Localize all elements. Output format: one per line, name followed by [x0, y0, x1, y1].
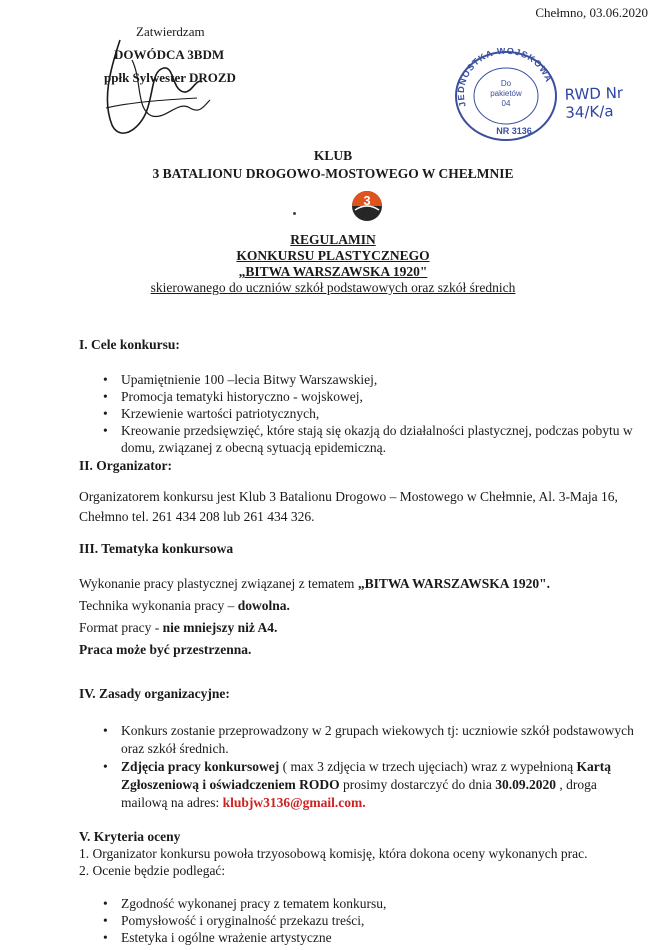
criteria-heading: V. Kryteria oceny [79, 829, 181, 844]
approver-title: DOWÓDCA 3BDM [114, 47, 225, 62]
document-date: Chełmno, 03.06.2020 [535, 5, 648, 20]
rules-heading: IV. Zasady organizacyjne: [79, 686, 230, 701]
topic-heading: III. Tematyka konkursowa [79, 541, 234, 556]
organizer-heading: II. Organizator: [79, 458, 172, 473]
stamp-inner-2: pakietów [490, 89, 522, 98]
list-item: • Zgodność wykonanej pracy z tematem konkursu, [79, 895, 639, 912]
list-item: • Zdjęcia pracy konkursowej ( max 3 zdjęcia w trzech ujęciach) wraz z wypełnioną Kartą Zgłoszeniową i oświadczeniem RODO prosimy dostarczyć do dnia 30.09.2020 , droga mailową na adres: klubjw3136@gmail.com. [79, 758, 639, 812]
official-stamp [452, 48, 560, 144]
stamp-inner-3: 04 [501, 99, 511, 108]
list-item: • Pomysłowość i oryginalność przekazu treści, [79, 912, 639, 929]
topic-line-3: Format pracy - nie mniejszy niż A4. [79, 620, 278, 635]
topic-line-4: Praca może być przestrzenna. [79, 642, 252, 657]
title-subtitle: skierowanego do uczniów szkół podstawowych oraz szkół średnich [150, 280, 516, 295]
title-line-1: REGULAMIN [290, 232, 376, 247]
approver-name: ppłk Sylwester DROZD [104, 70, 236, 85]
battalion-logo [351, 190, 383, 222]
organizer-text: Organizatorem konkursu jest Klub 3 Batalionu Drogowo – Mostowego w Chełmnie, Al. 3-Maja 16, Chełmno tel. 261 434 208 lub 261 434 326. [79, 489, 618, 524]
club-line-2: 3 BATALIONU DROGOWO-MOSTOWEGO W CHEŁMNIE [152, 166, 514, 181]
criteria-list [79, 895, 639, 946]
stray-dot [293, 212, 296, 215]
title-line-3: „BITWA WARSZAWSKA 1920" [238, 264, 428, 279]
contact-email-link[interactable]: klubjw3136@gmail.com. [222, 795, 366, 810]
criteria-line-2: 2. Ocenie będzie podlegać: [79, 863, 226, 878]
regulation-body [79, 336, 639, 946]
list-item: • Kreowanie przedsięwzięć, które stają się okazją do działalności plastycznej, podczas pobytu w domu, związanej z obecną sytuacją epidemiczną. [79, 422, 639, 456]
list-item: • Estetyka i ogólne wrażenie artystyczne [79, 929, 639, 946]
list-item: • Promocja tematyki historyczno - wojskowej, [79, 388, 639, 405]
stamp-number: NR 3136 [496, 126, 532, 136]
signature-scribble [92, 30, 222, 150]
criteria-line-1: 1. Organizator konkursu powoła trzyosobową komisję, która dokona oceny wykonanych prac. [79, 846, 588, 861]
club-line-1: KLUB [313, 148, 353, 163]
list-item: • Upamiętnienie 100 –lecia Bitwy Warszawskiej, [79, 371, 639, 388]
registry-number: RWD Nr 34/K/a [564, 83, 624, 122]
goals-list [79, 371, 639, 456]
rules-list [79, 722, 639, 812]
list-item: • Krzewienie wartości patriotycznych, [79, 405, 639, 422]
title-block [0, 232, 666, 296]
logo-number: 3 [363, 193, 371, 208]
stamp-inner-1: Do [500, 79, 512, 88]
list-item: • Konkurs zostanie przeprowadzony w 2 grupach wiekowych tj: uczniowie szkół podstawowych oraz szkół średnich. [79, 722, 639, 758]
stamp-ring-text: JEDNOSTKA WOJSKOWA [455, 48, 555, 109]
topic-line-2: Technika wykonania pracy – dowolna. [79, 598, 290, 613]
topic-line-1: Wykonanie pracy plastycznej związanej z tematem „BITWA WARSZAWSKA 1920". [79, 576, 550, 591]
goals-heading: I. Cele konkursu: [79, 337, 180, 352]
club-heading [0, 147, 666, 183]
approve-word: Zatwierdzam [136, 24, 205, 39]
title-line-2: KONKURSU PLASTYCZNEGO [236, 248, 430, 263]
